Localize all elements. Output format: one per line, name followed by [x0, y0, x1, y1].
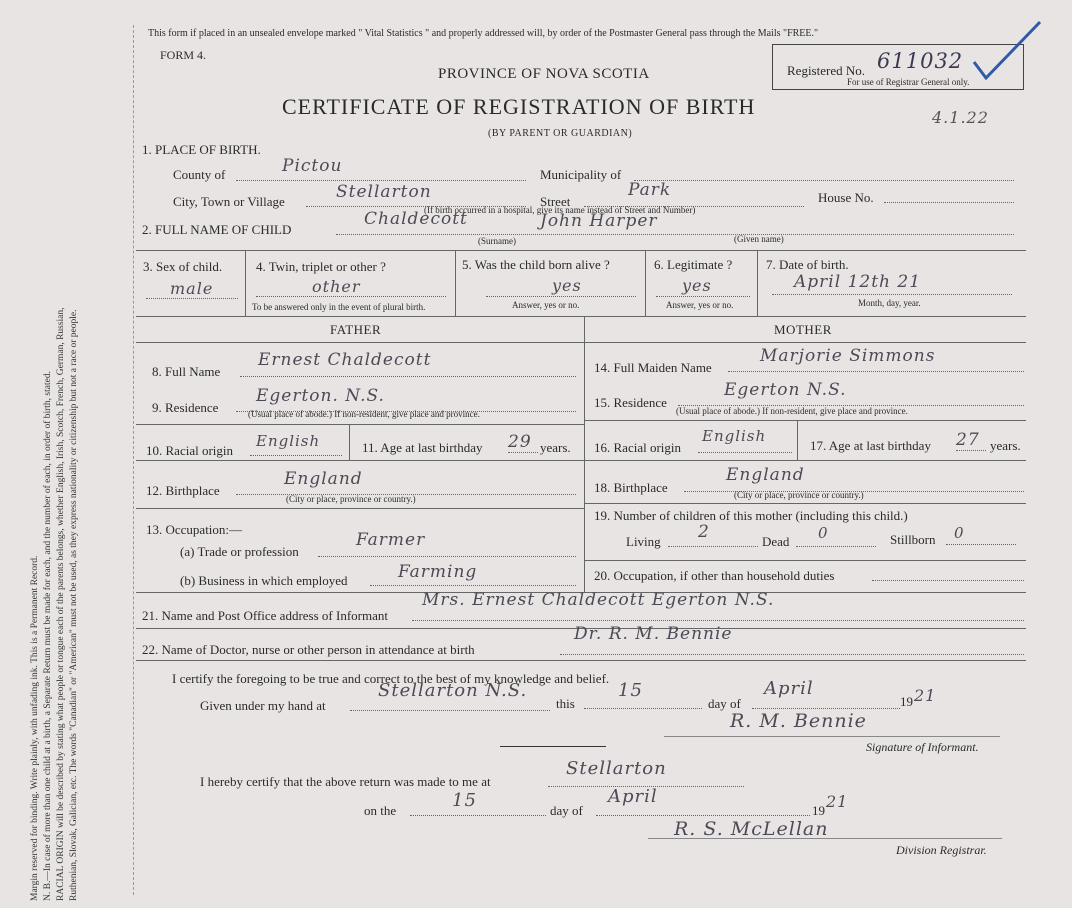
certify-year-prefix: 19	[900, 694, 913, 709]
living-count: 2	[698, 522, 710, 542]
check-mark-icon	[968, 18, 1048, 82]
margin-instructions: Margin reserved for binding. Write plainly, with unfading ink. This is a Permanent Record. N. B.—In case of more than one child at a birth, a Separate Return must be made for each, and the number of each, in order of birth, stated. RACIAL ORIGIN will be described by stating what people or tongue each of the parents belongs, whether English, Irish, Scotch, French, German, Russian, Ruthenian, Slovak, Galician, etc. The words "Canadian" or "American" must not be used, as they express nationality or citizenship but not a race or people.	[30, 307, 79, 901]
postal-notice: This form if placed in an unsealed envelope marked " Vital Statistics " and properly addressed will, by order of the Postmaster General pass through the Mails "FREE."	[148, 28, 819, 39]
father-residence-note: (Usual place of abode.) If non-resident, give place and province.	[248, 409, 480, 419]
father-name-label: 8. Full Name	[152, 364, 221, 379]
mother-residence: Egerton N.S.	[724, 380, 847, 400]
street-label: Street	[540, 194, 571, 209]
father-racial-origin: English	[256, 432, 321, 450]
doctor-value: Dr. R. M. Bennie	[574, 624, 733, 644]
given-name-caption: (Given name)	[734, 234, 784, 244]
certify-day: 15	[618, 680, 643, 701]
mother-age: 27	[956, 430, 980, 450]
page-title: CERTIFICATE OF REGISTRATION OF BIRTH	[282, 94, 756, 119]
father-heading: FATHER	[330, 322, 382, 337]
alive-note: Answer, yes or no.	[512, 300, 580, 310]
date-note: Month, day, year.	[858, 298, 921, 308]
dead-label: Dead	[762, 534, 790, 549]
father-trade: Farmer	[356, 530, 426, 550]
registrar-year: 21	[826, 792, 849, 811]
alive-value: yes	[552, 276, 582, 295]
father-birthplace: England	[284, 469, 363, 489]
informant-value: Mrs. Ernest Chaldecott Egerton N.S.	[422, 590, 775, 610]
children-count-label: 19. Number of children of this mother (including this child.)	[594, 508, 908, 523]
registrar-place: Stellarton	[566, 758, 667, 779]
city-value: Stellarton	[336, 182, 432, 202]
mother-occupation-label: 20. Occupation, if other than household duties	[594, 568, 835, 583]
stillborn-label: Stillborn	[890, 532, 936, 547]
mother-maiden-name: Marjorie Simmons	[760, 346, 936, 366]
sex-label: 3. Sex of child.	[143, 259, 223, 274]
mother-birthplace-label: 18. Birthplace	[594, 480, 668, 495]
sex-value: male	[170, 279, 214, 298]
trade-label: (a) Trade or profession	[180, 544, 299, 559]
living-label: Living	[626, 534, 661, 549]
mother-birthplace: England	[726, 465, 805, 485]
doctor-label: 22. Name of Doctor, nurse or other person in attendance at birth	[142, 642, 475, 657]
surname-caption: (Surname)	[478, 236, 516, 246]
father-residence: Egerton. N.S.	[256, 386, 385, 406]
given-under-label: Given under my hand at	[200, 698, 326, 713]
father-years-label: years.	[540, 440, 571, 455]
father-racial-label: 10. Racial origin	[146, 443, 234, 458]
form-number: FORM 4.	[160, 48, 207, 62]
child-surname: Chaldecott	[364, 209, 468, 229]
municipality-label: Municipality of	[540, 167, 622, 182]
registrar-signature: R. S. McLellan	[674, 818, 829, 840]
occupation-label: 13. Occupation:—	[146, 522, 243, 537]
registrar-statement: I hereby certify that the above return was made to me at	[200, 774, 491, 789]
this-label: this	[556, 696, 575, 711]
business-label: (b) Business in which employed	[180, 573, 348, 588]
registered-number: 611032	[877, 49, 964, 73]
street-value: Park	[628, 180, 672, 200]
page-subtitle: (BY PARENT OR GUARDIAN)	[488, 128, 633, 139]
date-value: April 12th 21	[794, 272, 922, 292]
father-residence-label: 9. Residence	[152, 400, 219, 415]
mother-age-label: 17. Age at last birthday	[810, 438, 931, 453]
legitimate-note: Answer, yes or no.	[666, 300, 734, 310]
alive-label: 5. Was the child born alive ?	[462, 257, 610, 272]
hospital-note: (If birth occurred in a hospital, give its name instead of Street and Number)	[424, 205, 696, 215]
informant-label: 21. Name and Post Office address of Informant	[142, 608, 388, 623]
certify-place: Stellarton N.S.	[378, 680, 528, 701]
city-label: City, Town or Village	[173, 194, 285, 209]
father-business: Farming	[398, 562, 478, 582]
mother-residence-note: (Usual place of abode.) If non-resident, give place and province.	[676, 406, 908, 416]
registered-label: Registered No.	[787, 63, 865, 78]
signature-caption: Signature of Informant.	[866, 740, 979, 754]
father-name: Ernest Chaldecott	[258, 350, 432, 370]
stillborn-count: 0	[954, 524, 965, 542]
registrar-caption: Division Registrar.	[896, 843, 987, 857]
informant-signature: R. M. Bennie	[730, 710, 867, 732]
date-label: 7. Date of birth.	[766, 257, 849, 272]
province-heading: PROVINCE OF NOVA SCOTIA	[438, 66, 650, 82]
child-given-name: John Harper	[540, 211, 658, 231]
mother-racial-origin: English	[702, 427, 767, 445]
certify-statement: I certify the foregoing to be true and correct to the best of my knowledge and belief.	[172, 671, 610, 686]
child-name-label: 2. FULL NAME OF CHILD	[142, 222, 292, 237]
certify-year: 21	[914, 686, 937, 705]
on-the-label: on the	[364, 803, 397, 818]
county-label: County of	[173, 167, 226, 182]
father-age-label: 11. Age at last birthday	[362, 440, 483, 455]
mother-heading: MOTHER	[774, 322, 832, 337]
mother-racial-label: 16. Racial origin	[594, 440, 682, 455]
day-of-label: day of	[708, 696, 741, 711]
house-label: House No.	[818, 190, 874, 205]
twin-value: other	[312, 277, 361, 296]
certify-month: April	[764, 678, 814, 699]
father-birthplace-label: 12. Birthplace	[146, 483, 220, 498]
registrar-year-prefix: 19	[812, 803, 825, 818]
mother-name-label: 14. Full Maiden Name	[594, 360, 712, 375]
twin-note: To be answered only in the event of plural birth.	[252, 302, 426, 312]
margin-divider	[133, 25, 134, 895]
registrar-day: 15	[452, 790, 477, 811]
place-of-birth-heading: 1. PLACE OF BIRTH.	[142, 142, 261, 157]
twin-label: 4. Twin, triplet or other ?	[256, 259, 386, 274]
mother-years-label: years.	[990, 438, 1021, 453]
legitimate-value: yes	[682, 276, 712, 295]
registrar-note: For use of Registrar General only.	[847, 77, 970, 87]
mother-residence-label: 15. Residence	[594, 395, 667, 410]
father-birthplace-note: (City or place, province or country.)	[286, 494, 416, 504]
mother-birthplace-note: (City or place, province or country.)	[734, 490, 864, 500]
legitimate-label: 6. Legitimate ?	[654, 257, 733, 272]
registrar-month: April	[608, 786, 658, 807]
registrar-day-of-label: day of	[550, 803, 583, 818]
corner-date-mark: 4.1.22	[932, 108, 989, 127]
dead-count: 0	[818, 524, 829, 542]
father-age: 29	[508, 432, 532, 452]
county-value: Pictou	[282, 156, 343, 176]
